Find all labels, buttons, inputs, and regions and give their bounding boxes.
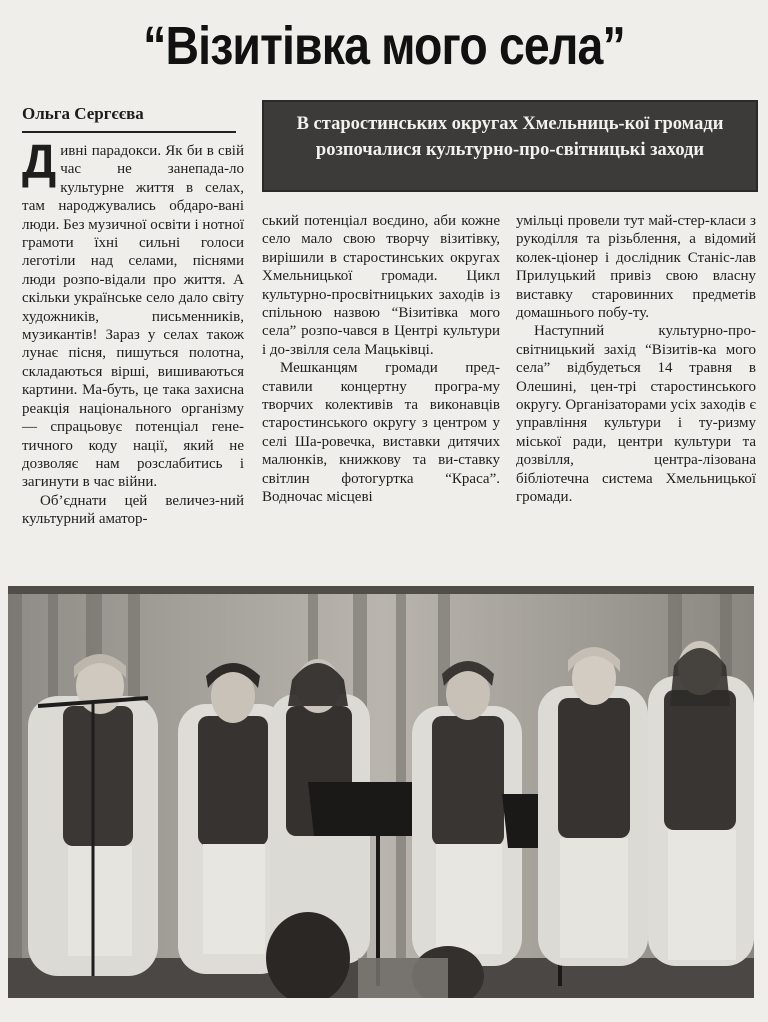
article-column-2 (262, 212, 500, 507)
lead-text: В старостинських округах Хмельниць-кої громади розпочалися культурно-про-світницькі заходи (296, 114, 724, 160)
article-column-3 (516, 212, 756, 507)
paragraph: умільці провели тут май-стер-класи з рукоділля та різьблення, а відомий колек-ціонер і дослідник Станіс-лав Прилуцький привіз свою власну виставку старовинних предметів домашнього побу-ту. (516, 213, 756, 322)
drop-cap: Д (22, 136, 57, 189)
author-byline: Ольга Сергєєва (22, 102, 236, 133)
stage-performance-photo (8, 586, 754, 998)
paragraph: Мешканцям громади пред-ставили концертну програ-му творчих колективів та виконавців старостинського округу з центром у селі Ша-ровечка, виставки дитячих малюнків, книжкову та ви-ставку світлин фотогуртка “Краса”. Водночас місцеві (262, 360, 500, 506)
paragraph-text: ивні парадокси. Як би в свій час не занепада-ло культурне життя в селах, там народжувались обдаро-вані люди. Без музичної освіти і нотної грамоти їхні сильні голоси леготіли над селами, піснями люди розпо-відали про життя. А скільки українське село дало світу художників, письменників, музикантів! Зараз у селах також лунає пісня, пишуться полотна, складаються вірші, вишиваються картини. Ма-буть, це така захисна реакція національного організму — спрацьовує потенціал гене-тичного коду нації, який не дозволяє нам розслабитись і загинути в час війни. (22, 143, 244, 491)
paragraph (22, 136, 244, 492)
paragraph: ський потенціал воєдино, аби кожне село мало свою творчу візитівку, вирішили в старостинських округах Хмельницької громади. Цикл культурно-просвітницьких заходів із спільною назвою “Візитівка мого села” розпо-чався в Центрі культури і до-звілля села Мацьківці. (262, 213, 500, 358)
headline: “Візитівка мого села” (143, 16, 625, 76)
article-column-1 (22, 136, 244, 529)
paragraph: Наступний культурно-про-світницький захід “Візитів-ка мого села” відбудеться 14 травня в Олешині, цен-трі старостинського округу. Організаторами усіх заходів є управління культури і ту-ризму міської ради, центри культури та дозвілля, центра-лізована бібліотечна система Хмельницької громади. (516, 323, 756, 506)
lead-box (262, 100, 758, 192)
paragraph: Об’єднати цей величез-ний культурний аматор- (22, 492, 244, 528)
